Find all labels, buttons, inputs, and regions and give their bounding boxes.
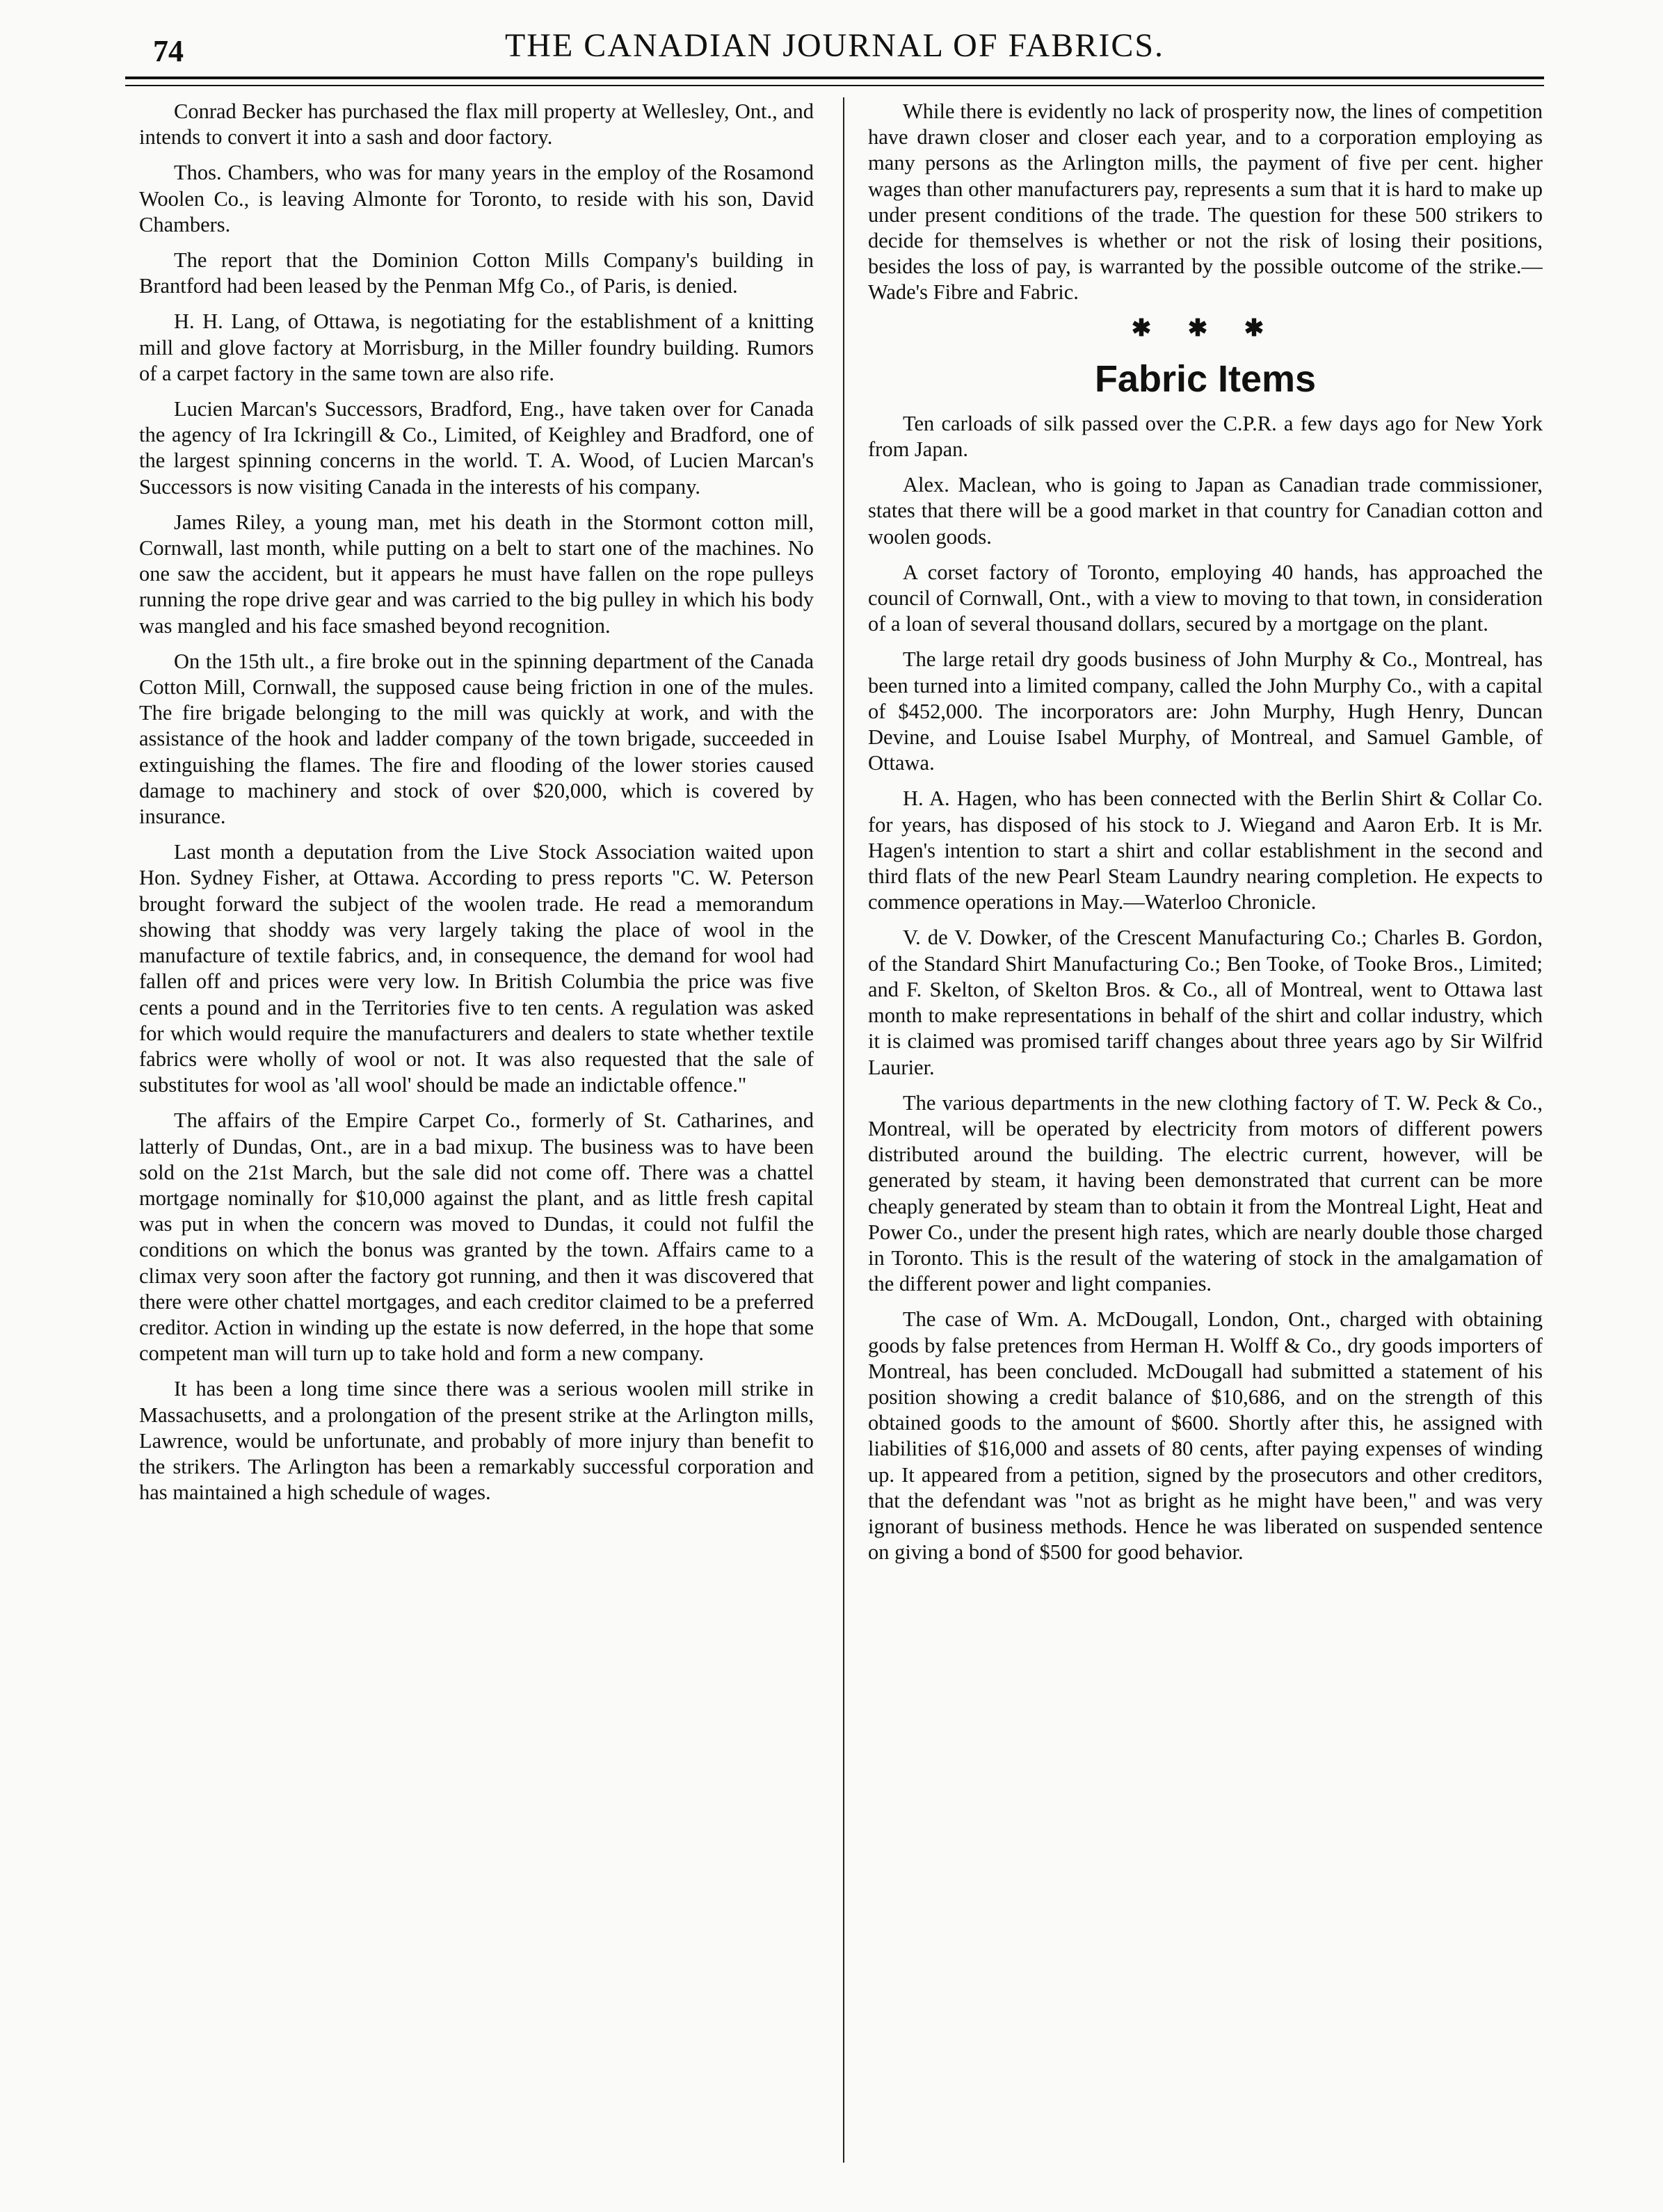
news-item: Conrad Becker has purchased the flax mill property at Wellesley, Ont., and intends to convert it into a sash and door factory. [139,99,814,150]
fabric-item: The case of Wm. A. McDougall, London, Ont., charged with obtaining goods by false pretences from Herman H. Wolff & Co., dry goods importers of Montreal, has been concluded. McDougall had submitted a statement of his position showing a credit balance of $10,686, and on the strength of this obtained goods to the amount of $600. Shortly after this, he assigned with liabilities of $16,000 and assets of 80 cents, after paying expenses of winding up. It appeared from a petition, signed by the prosecutors and other creditors, that the defendant was "not as bright as he might have been," and was very ignorant of business methods. Hence he was liberated on suspended sentence on giving a bond of $500 for good behavior. [868,1307,1543,1565]
news-item: Thos. Chambers, who was for many years in the employ of the Rosamond Woolen Co., is leaving Almonte for Toronto, to reside with his son, David Chambers. [139,161,814,236]
journal-title: THE CANADIAN JOURNAL OF FABRICS. [504,27,1165,64]
fabric-item: The various departments in the new clothing factory of T. W. Peck & Co., Montreal, will be operated by electricity from motors of different powers distributed around the building. The electric current, however, will be generated by steam, it having been demonstrated that current can be more cheaply generated by steam than to obtain it from the Montreal Light, Heat and Power Co., under the present high rates, which are nearly double those charged in Toronto. This is the result of the watering of stock in the amalgamation of the different power and light companies. [868,1090,1543,1296]
fabric-item: Alex. Maclean, who is going to Japan as Canadian trade commissioner, states that there will be a good market in that country for Canadian cotton and woolen goods. [868,473,1543,549]
news-item: James Riley, a young man, met his death in the Stormont cotton mill, Cornwall, last month, while putting on a belt to start one of the machines. No one saw the accident, but it appears he must have fallen on the rope pulleys running the rope drive gear and was carried to the big pulley in which his body was mangled and his face smashed beyond recognition. [139,510,814,638]
continued-article: While there is evidently no lack of prosperity now, the lines of competition have drawn closer and closer each year, and to a corporation employing as many persons as the Arlington mills, the payment of five per cent. higher wages than other manufacturers pay, represents a sum that it is hard to make up under present conditions of the trade. The question for these 500 strikers to decide for themselves is whether or not the risk of losing their positions, besides the loss of pay, is warranted by the possible outcome of the strike.—Wade's Fibre and Fabric. [868,99,1543,305]
news-item: The report that the Dominion Cotton Mills Company's building in Brantford had been leased by the Penman Mfg Co., of Paris, is denied. [139,248,814,298]
fabric-item: Ten carloads of silk passed over the C.P.R. a few days ago for New York from Japan. [868,411,1543,462]
column-divider [843,97,844,2163]
left-column [139,99,814,2171]
page-number: 74 [153,34,184,68]
fabric-item: The large retail dry goods business of John Murphy & Co., Montreal, has been turned into a limited company, called the John Murphy Co., with a capital of $452,000. The incorporators are: John Murphy, Hugh Henry, Duncan Devine, and Louise Isabel Murphy, of Montreal, and Samuel Gamble, of Ottawa. [868,647,1543,775]
news-item: H. H. Lang, of Ottawa, is negotiating for the establishment of a knitting mill and glove factory at Morrisburg, in the Miller foundry building. Rumors of a carpet factory in the same town are also rife. [139,309,814,385]
fabric-item: V. de V. Dowker, of the Crescent Manufacturing Co.; Charles B. Gordon, of the Standard Shirt Manufacturing Co.; Ben Tooke, of Tooke Bros., Limited; and F. Skelton, of Skelton Bros. & Co., all of Montreal, went to Ottawa last month to make representations in behalf of the shirt and collar industry, which it is claimed was promised tariff changes about three years ago by Sir Wilfrid Laurier. [868,926,1543,1079]
news-item: Lucien Marcan's Successors, Bradford, Eng., have taken over for Canada the agency of Ira Ickringill & Co., Limited, of Keighley and Bradford, one of the largest spinning concerns in the world. T. A. Wood, of Lucien Marcan's Successors is now visiting Canada in the interests of his company. [139,397,814,499]
fabric-item: A corset factory of Toronto, employing 40 hands, has approached the council of Cornwall, Ont., with a view to moving to that town, in consideration of a loan of several thousand dollars, secured by a mortgage on the plant. [868,560,1543,636]
news-item: On the 15th ult., a fire broke out in the spinning department of the Canada Cotton Mill, Cornwall, the supposed cause being friction in one of the mules. The fire brigade belonging to the mill was quickly at work, and with the assistance of the hook and ladder company of the town brigade, succeeded in extinguishing the flames. The fire and flooding of the lower stories caused damage to machinery and stock of over $20,000, which is covered by insurance. [139,649,814,829]
page-header [125,26,1544,75]
news-item: The affairs of the Empire Carpet Co., formerly of St. Catharines, and latterly of Dundas, Ont., are in a bad mixup. The business was to have been sold on the 21st March, but the sale did not come off. There was a chattel mortgage nominally for $10,000 against the plant, and as little fresh capital was put in when the concern was moved to Dundas, it could not fulfil the conditions on which the bonus was granted by the town. Affairs came to a climax very soon after the factory got running, and then it was discovered that there were other chattel mortgages, and each creditor claimed to be a preferred creditor. Action in winding up the estate is now deferred, in the hope that some competent man will turn up to take hold and form a new company. [139,1108,814,1366]
right-column [868,99,1543,2171]
header-rule-thin [125,85,1544,86]
section-heading: Fabric Items [1094,357,1317,400]
news-item: It has been a long time since there was a serious woolen mill strike in Massachusetts, and a prolongation of the present strike at the Arlington mills, Lawrence, would be unfortunate, and probably of more injury than benefit to the strikers. The Arlington has been a remarkably successful corporation and has maintained a high schedule of wages. [139,1377,814,1505]
section-ornament: ✱ ✱ ✱ [1131,315,1280,341]
fabric-item: H. A. Hagen, who has been connected with the Berlin Shirt & Collar Co. for years, has disposed of his stock to J. Wiegand and Aaron Erb. It is Mr. Hagen's intention to start a shirt and collar establishment in the second and third flats of the new Pearl Steam Laundry nearing completion. He expects to commence operations in May.—Waterloo Chronicle. [868,786,1543,914]
news-item: Last month a deputation from the Live Stock Association waited upon Hon. Sydney Fisher, at Ottawa. According to press reports "C. W. Peterson brought forward the subject of the woolen trade. He read a memorandum showing that shoddy was very largely taking the place of wool in the manufacture of textile fabrics, and, in consequence, the demand for wool had fallen off and prices were very low. In British Columbia the price was five cents a pound and in the Territories five to ten cents. A regulation was asked for which would require the manufacturers and dealers to state whether textile fabrics were wholly of wool or not. It was also requested that the sale of substitutes for wool as 'all wool' should be made an indictable offence." [139,840,814,1097]
header-rule-thick [125,76,1544,79]
